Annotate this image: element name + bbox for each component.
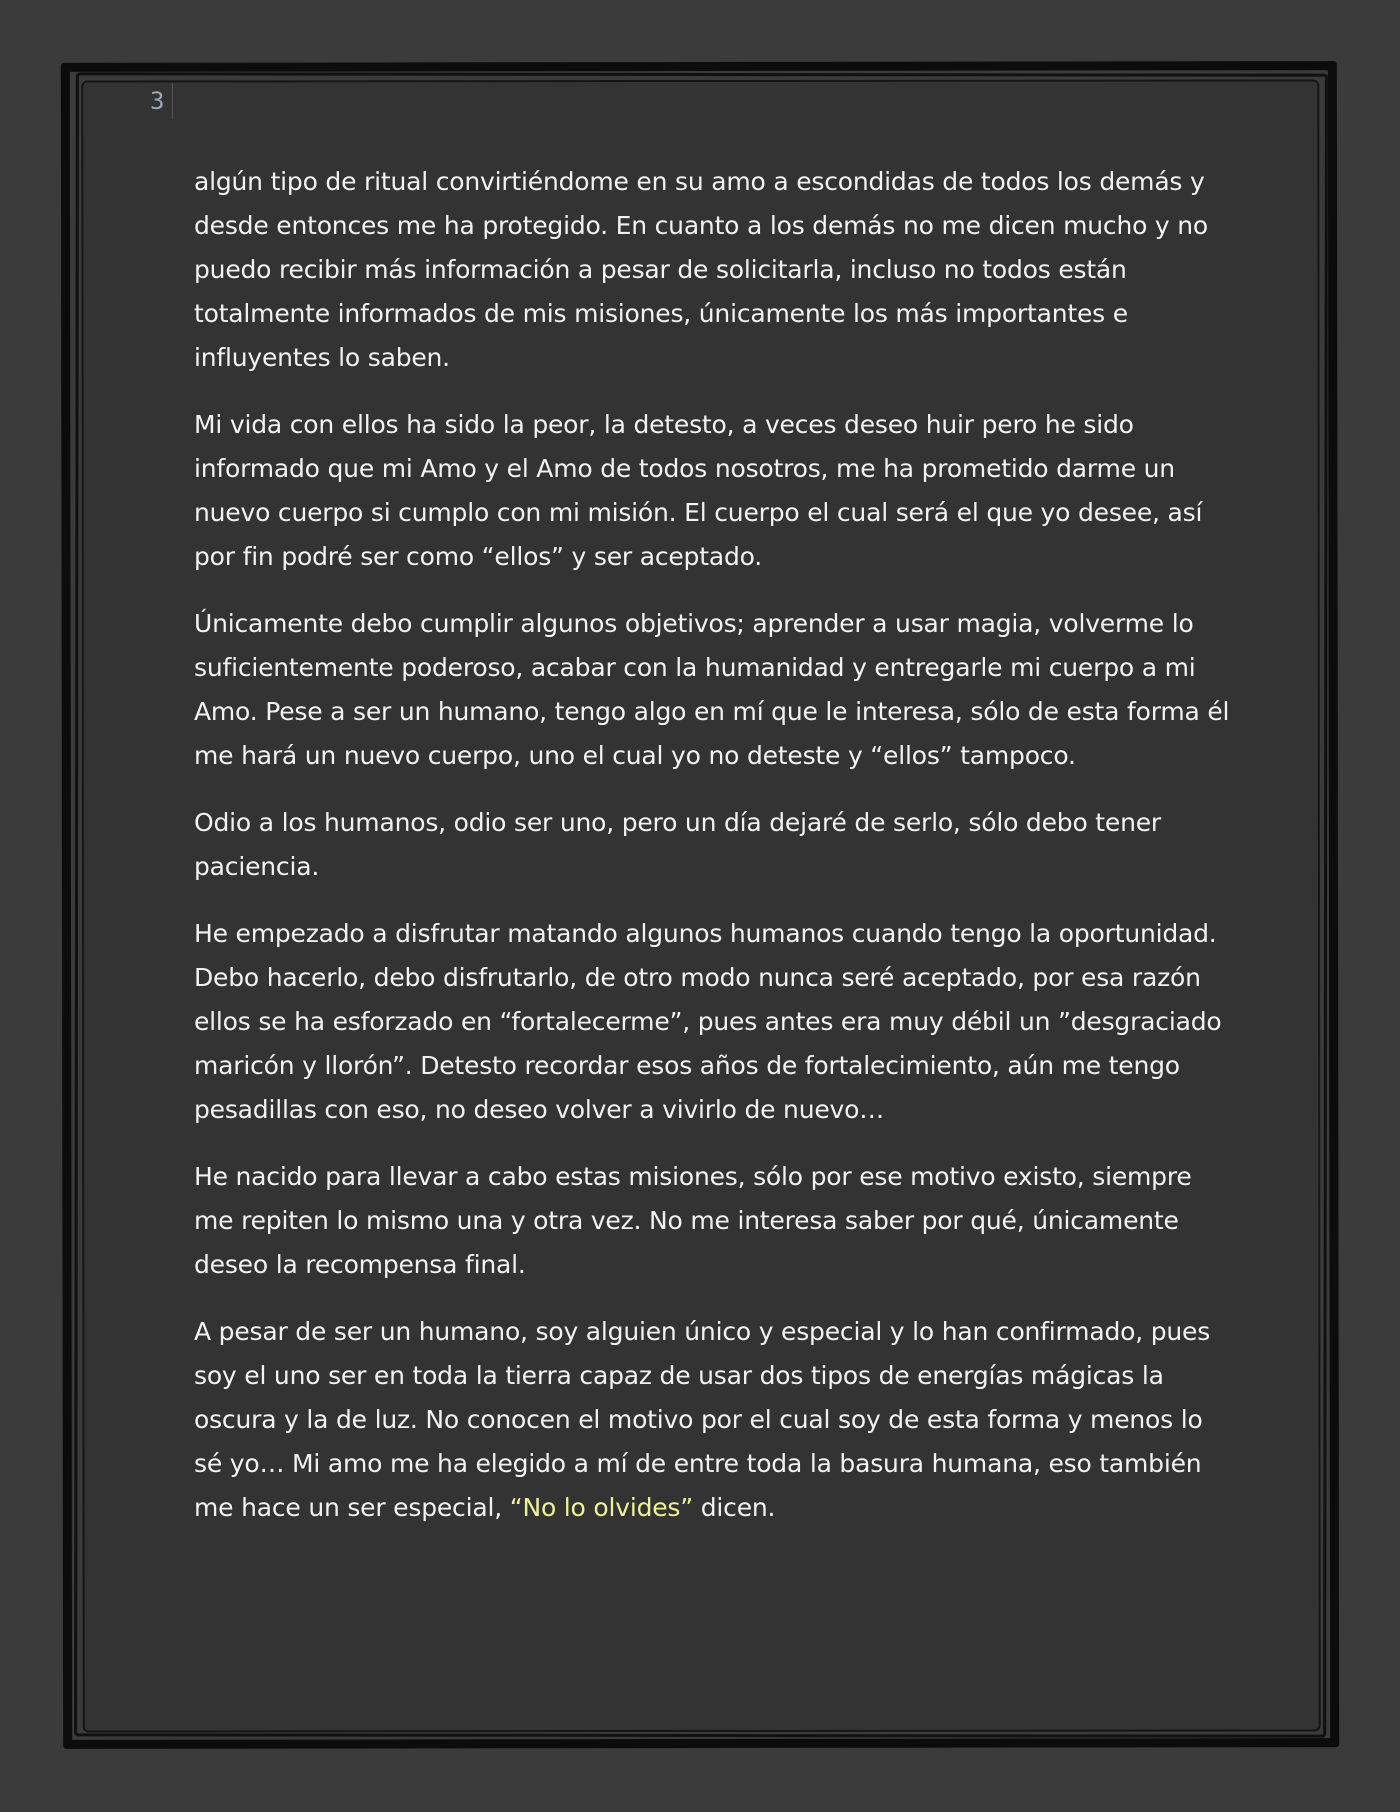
paragraph-2: Mi vida con ellos ha sido la peor, la detesto, a veces deseo huir pero he sido informado que mi Amo y el Amo de todos nosotros, me ha prometido darme un nuevo cuerpo si cumplo con mi misión. El cuerpo el cual será el que yo desee, así por fin podré ser como “ellos” y ser aceptado. [194,410,1203,571]
paragraph-6: He nacido para llevar a cabo estas misiones, sólo por ese motivo existo, siempre me repiten lo mismo una y otra vez. No me interesa saber por qué, únicamente deseo la recompensa final. [194,1162,1192,1279]
paragraph-4: Odio a los humanos, odio ser uno, pero un día dejaré de serlo, sólo debo tener paciencia. [194,808,1161,881]
story-text [194,160,1234,1553]
paragraph-3: Únicamente debo cumplir algunos objetivos; aprender a usar magia, volverme lo suficientemente poderoso, acabar con la humanidad y entregarle mi cuerpo a mi Amo. Pese a ser un humano, tengo algo en mí que le interesa, sólo de esta forma él me hará un nuevo cuerpo, uno el cual yo no deteste y “ellos” tampoco. [194,609,1230,770]
paragraph-1: algún tipo de ritual convirtiéndome en su amo a escondidas de todos los demás y desde entonces me ha protegido. En cuanto a los demás no me dicen mucho y no puedo recibir más información a pesar de solicitarla, incluso no todos están totalmente informados de mis misiones, únicamente los más importantes e influyentes lo saben. [194,167,1209,372]
paragraph-7-ending: dicen. [700,1493,776,1522]
paragraph-5: He empezado a disfrutar matando algunos humanos cuando tengo la oportunidad. Debo hacerlo, debo disfrutarlo, de otro modo nunca seré aceptado, por esa razón ellos se ha esforzado en “fortalecerme”, pues antes era muy débil un ”desgraciado maricón y llorón”. Detesto recordar esos años de fortalecimiento, aún me tengo pesadillas con eso, no deseo volver a vivirlo de nuevo… [194,919,1222,1124]
page-number: 3 [150,83,173,119]
paragraph-7 [194,1310,1234,1530]
paragraph-7-text: A pesar de ser un humano, soy alguien único y especial y lo han confirmado, pues soy el uno ser en toda la tierra capaz de usar dos tipos de energías mágicas la oscura y la de luz. No conocen el motivo por el cual soy de esta forma y menos lo sé yo… Mi amo me ha elegido a mí de entre toda la basura humana, eso también me hace un ser especial, [194,1317,1211,1522]
highlighted-quote: “No lo olvides” [509,1493,693,1522]
